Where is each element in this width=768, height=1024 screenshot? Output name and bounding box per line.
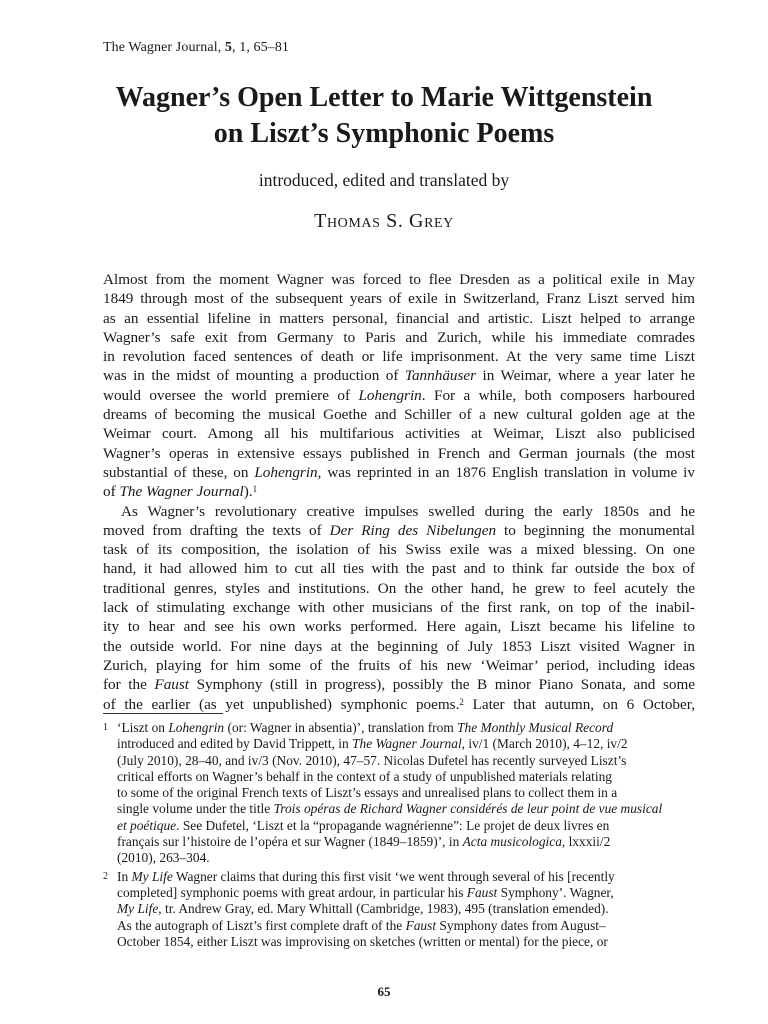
text-line: the outside world. For nine days at the beginning of July 1853 Liszt visited Wagner in — [103, 637, 695, 655]
volume-number: 5 — [224, 40, 233, 55]
text-line: would oversee the world premiere of Lohengrin. For a while, both composers harboured — [103, 386, 696, 404]
running-head: The Wagner Journal, 5, 1, 65–81 — [103, 40, 290, 55]
text-line: hand, it had allowed him to cut all ties with the past and to think far outside the box of — [103, 560, 695, 578]
footnote-line: October 1854, either Liszt was improvising on sketches (written or mental) for the piece, or — [117, 933, 608, 949]
footnote-line: In My Life Wagner claims that during this first visit ‘we went through several of his [recently — [117, 868, 615, 884]
text-line: as an essential lifeline in matters personal, financial and artistic. Liszt helped to arrange — [103, 309, 695, 327]
footnote-line: introduced and edited by David Trippett, in The Wagner Journal, iv/1 (March 2010), 4–12, iv/2 — [117, 736, 628, 752]
footnote-number: 1 — [103, 722, 108, 733]
text-line: ity to hear and see his own works performed. Here again, Liszt became his lifeline to — [103, 618, 695, 636]
footnote-line: My Life, tr. Andrew Gray, ed. Mary Whittall (Cambridge, 1983), 495 (translation emended). — [117, 901, 609, 917]
footnote-line: to some of the original French texts of Liszt’s essays and unrealised plans to collect them in a — [117, 785, 618, 801]
footnote-line: (July 2010), 28–40, and iv/3 (Nov. 2010), 47–57. Nicolas Dufetel has recently surveyed Liszt’s — [117, 752, 627, 768]
footnote-2 — [103, 869, 695, 950]
title-line: Wagner’s Open Letter to Marie Wittgenstein — [115, 82, 653, 113]
footnote-line: et poétique. See Dufetel, ‘Liszt et la “propagande wagnérienne”: Le projet de deux livres en — [117, 817, 610, 833]
text-line: Weimar court. Among all his multifarious activities at Weimar, Liszt also publicised — [103, 425, 695, 443]
text-line: dreams of becoming the musical Goethe and Schiller of a new cultural golden age at the — [103, 406, 695, 424]
text-line: was in the midst of mounting a production of Tannhäuser in Weimar, where a year later he — [103, 367, 695, 385]
text-line: Zurich, playing for him some of the fruits of his new ‘Weimar’ period, including ideas — [103, 656, 695, 674]
title-line: on Liszt’s Symphonic Poems — [213, 118, 555, 149]
footnote-line: critical efforts on Wagner’s behalf in the context of a study of unpublished materials relating — [117, 768, 612, 784]
text-line: Almost from the moment Wagner was forced to flee Dresden as a political exile in May — [103, 271, 695, 288]
text-line: of The Wagner Journal).$^1$ — [103, 483, 258, 501]
footnote-divider — [103, 713, 223, 714]
page-number: 65 — [377, 984, 391, 999]
text-line: As Wagner’s revolutionary creative impulses swelled during the early 1850s and he — [121, 502, 695, 520]
footnote-line: As the autograph of Liszt’s first complete draft of the Faust Symphony dates from August– — [117, 917, 606, 933]
text-line: 1849 through most of the subsequent years of exile in Switzerland, Franz Liszt served him — [103, 290, 695, 308]
paragraph — [103, 270, 695, 502]
text-line: substantial of these, on Lohengrin, was reprinted in an 1876 English translation in volume iv — [103, 463, 695, 481]
article-body — [103, 270, 695, 714]
footnote-line: français sur l’histoire de l’opéra et sur Wagner (1849–1859)’, in Acta musicologica, lxxxii/2 — [117, 834, 611, 850]
footnote-ref[interactable]: 2 — [459, 696, 464, 707]
footnote-line: ‘Liszt on Lohengrin (or: Wagner in absentia)’, translation from The Monthly Musical Record — [117, 720, 614, 735]
footnotes — [103, 720, 695, 950]
text-line: moved from drafting the texts of Der Ring des Nibelungen to beginning the monumental — [103, 521, 695, 539]
text-line: task of its composition, the isolation of his Swiss exile was a mixed blessing. On one — [103, 541, 695, 559]
text-line: for the Faust Symphony (still in progress), possibly the B minor Piano Sonata, and some — [103, 676, 696, 694]
text-line: of the earlier (as yet unpublished) symphonic poems.$^2$ Later that autumn, on 6 October, — [103, 695, 695, 713]
footnote-line: completed] symphonic poems with great ardour, in particular his Faust Symphony’. Wagner, — [117, 884, 614, 900]
text-line: traditional genres, styles and institutions. On the other hand, he grew to feel acutely the — [103, 579, 695, 597]
article-title — [0, 80, 768, 152]
text-line: in revolution faced sentences of death or life imprisonment. At the very same time Liszt — [103, 348, 695, 366]
footnote-ref[interactable]: 1 — [252, 484, 258, 495]
author-name: Thomas S. Grey — [314, 210, 454, 232]
footnote-line: (2010), 263–304. — [117, 850, 210, 866]
footnote-number: 2 — [103, 870, 108, 882]
text-line: Wagner’s operas in extensive essays published in French and German journals (the most — [103, 444, 695, 462]
footnote-1 — [103, 720, 695, 867]
paragraph — [103, 502, 695, 714]
text-line: Wagner’s safe exit from Germany to Paris and Zurich, while his immediate comrades — [103, 328, 695, 346]
footnote-line: single volume under the title Trois opéras de Richard Wagner considérés de leur point de vue musical — [117, 801, 663, 817]
text-line: lack of stimulating exchange with other musicians of the first rank, on top of the inabil- — [103, 599, 695, 617]
byline: introduced, edited and translated by — [258, 170, 510, 190]
